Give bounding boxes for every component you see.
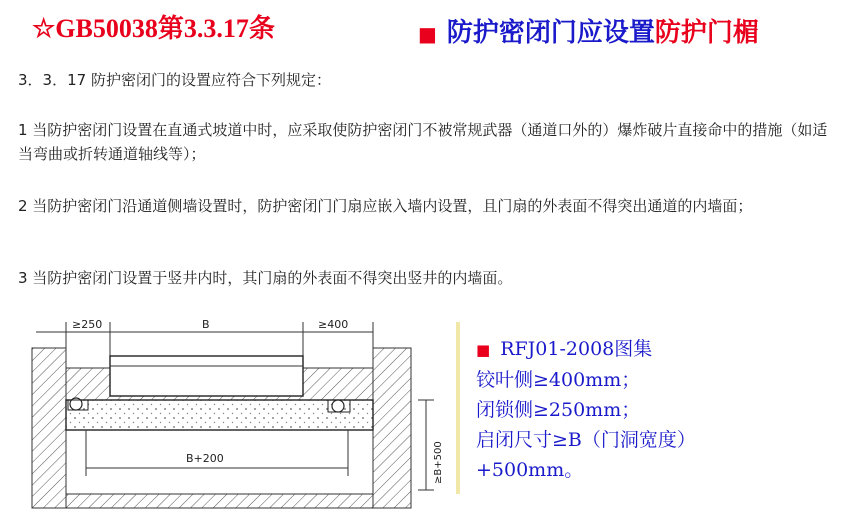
notes-line-5: +500mm。 [476, 459, 584, 481]
notes-line-2: 铰叶侧≥400mm； [476, 369, 641, 391]
square-bullet-icon: ■ [476, 341, 491, 359]
square-bullet-icon: ■ [418, 22, 437, 46]
clause-item-3: 3 当防护密闭门设置于竖井内时，其门扇的外表面不得突出竖井的内墙面。 [18, 269, 513, 287]
dim-right-label: ≥400 [318, 318, 349, 331]
slide-title-topic [418, 12, 759, 49]
clause-item-2: 2 当防护密闭门沿通道侧墙设置时，防护密闭门门扇应嵌入墙内设置，且门扇的外表面不得突出通道的内墙面； [18, 197, 753, 215]
left-wall [32, 348, 66, 508]
floor-slab [66, 494, 373, 508]
right-wall [373, 348, 411, 508]
dim-center-label: B [202, 318, 210, 331]
notes-line-3: 闭锁侧≥250mm； [476, 399, 641, 421]
notes-line-1 [476, 334, 696, 365]
clause-item-1: 1 当防护密闭门设置在直通式坡道中时，应采取使防护密闭门不被常规武器（通道口外的）爆炸破片直接命中的措施（如适当弯曲或折转通道轴线等）； [18, 121, 828, 163]
atlas-notes [476, 334, 696, 485]
slide-title-clause-ref: ☆GB50038第3.3.17条 [32, 14, 275, 43]
dim-side-label: ≥B+500 [433, 441, 444, 484]
lock-symbol [332, 400, 344, 412]
dim-left-label: ≥250 [72, 318, 103, 331]
dim-bottom-label: B+200 [186, 452, 224, 465]
side-dimension-line [418, 400, 434, 490]
topic-highlight-text: 防护门楣 [654, 18, 759, 48]
door-section-drawing [28, 308, 448, 513]
lintel-beam [66, 400, 373, 430]
notes-line-4: 启闭尺寸≥B（门洞宽度） [476, 429, 696, 451]
door-leaf [110, 356, 303, 396]
clause-heading: 3．3．17 防护密闭门的设置应符合下列规定： [18, 71, 331, 89]
atlas-name: RFJ01-2008图集 [500, 338, 653, 360]
topic-main-text: 防护密闭门应设置 [446, 18, 655, 48]
notes-divider [456, 322, 460, 494]
